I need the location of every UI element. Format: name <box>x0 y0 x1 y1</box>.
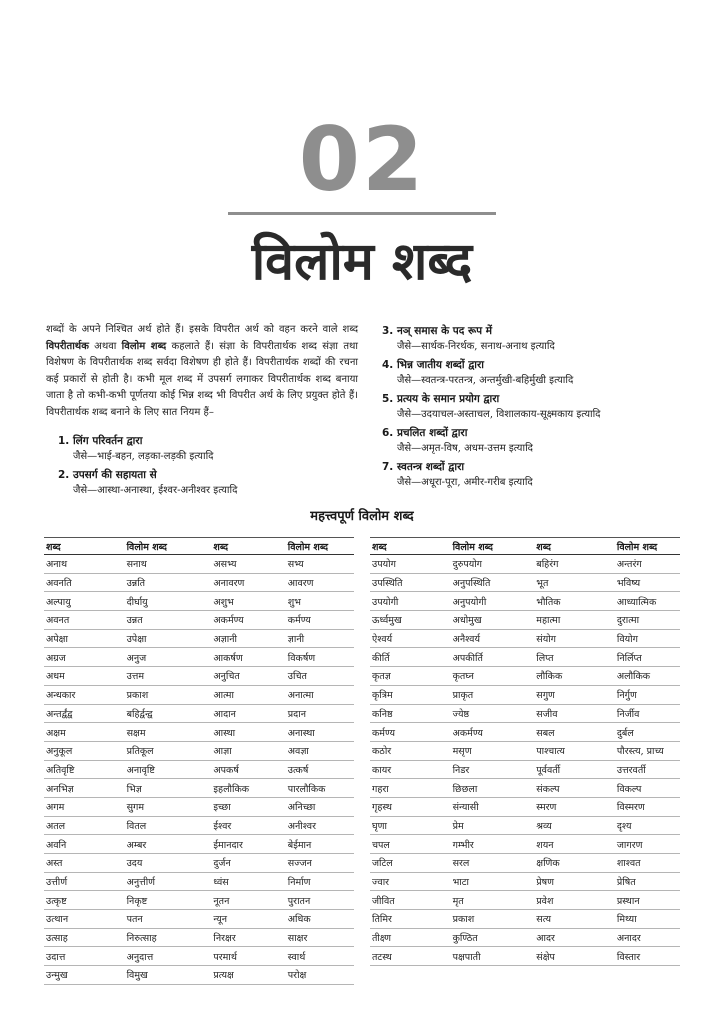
word-cell: इच्छा <box>211 797 285 816</box>
table-row <box>44 648 354 667</box>
antonym-cell: प्रस्थान <box>615 891 680 910</box>
antonym-cell: विस्मरण <box>615 797 680 816</box>
intro-bold-term-2: विलोम शब्द <box>121 340 167 352</box>
method-item <box>58 467 358 499</box>
antonym-cell: प्रकाश <box>125 685 212 704</box>
antonym-cell: अकर्मण्य <box>451 723 535 742</box>
word-cell: अपकर्ष <box>211 760 285 779</box>
header-antonym: विलोम शब्द <box>451 538 535 555</box>
antonym-cell: अनादर <box>615 928 680 947</box>
antonym-cell: कुण्ठित <box>451 928 535 947</box>
antonym-cell: निकृष्ट <box>125 891 212 910</box>
method-title: 4. भिन्न जातीय शब्दों द्वारा <box>382 359 485 371</box>
antonym-cell: सभ्य <box>286 555 354 574</box>
word-cell: अपेक्षा <box>44 629 125 648</box>
word-cell: कठोर <box>370 741 451 760</box>
header-antonym: विलोम शब्द <box>125 538 212 555</box>
table-row <box>44 947 354 966</box>
antonym-table-left <box>44 537 354 985</box>
antonym-cell: निरुत्साह <box>125 928 212 947</box>
word-cell: ध्वंस <box>211 872 285 891</box>
antonym-cell: साक्षर <box>286 928 354 947</box>
chapter-title: विलोम शब्द <box>251 232 473 292</box>
antonym-cell: वियोग <box>615 629 680 648</box>
table-row <box>370 741 680 760</box>
antonym-cell: प्रतिकूल <box>125 741 212 760</box>
word-cell: श्रव्य <box>534 816 615 835</box>
antonym-cell: अनैश्वर्य <box>451 629 535 648</box>
table-row <box>44 741 354 760</box>
methods-list-right <box>382 323 702 493</box>
antonym-cell: उचित <box>286 667 354 686</box>
intro-paragraph <box>46 322 358 422</box>
table-row <box>370 872 680 891</box>
word-cell: प्रत्यक्ष <box>211 966 285 985</box>
table-row <box>370 891 680 910</box>
antonym-cell: अनुपस्थिति <box>451 573 535 592</box>
word-cell: अतिवृष्टि <box>44 760 125 779</box>
word-cell: उत्साह <box>44 928 125 947</box>
word-cell: आस्था <box>211 723 285 742</box>
table-row <box>44 797 354 816</box>
word-cell: ऊर्ध्वमुख <box>370 611 451 630</box>
word-cell: महात्मा <box>534 611 615 630</box>
word-cell: उपयोग <box>370 555 451 574</box>
antonym-cell: जागरण <box>615 835 680 854</box>
antonym-cell: शाश्वत <box>615 854 680 873</box>
antonym-cell: मृत <box>451 891 535 910</box>
antonym-cell: सुगम <box>125 797 212 816</box>
table-row <box>44 966 354 985</box>
word-cell: क्षणिक <box>534 854 615 873</box>
word-cell: अल्पायु <box>44 592 125 611</box>
antonym-cell: उत्तरवर्ती <box>615 760 680 779</box>
word-cell: तीक्ष्ण <box>370 928 451 947</box>
antonym-cell: सज्जन <box>286 854 354 873</box>
header-word: शब्द <box>534 538 615 555</box>
antonym-cell: पतन <box>125 910 212 929</box>
word-cell: आदर <box>534 928 615 947</box>
table-row <box>370 835 680 854</box>
antonym-cell: भाटा <box>451 872 535 891</box>
antonym-cell: निर्जीव <box>615 704 680 723</box>
antonym-cell: मसृण <box>451 741 535 760</box>
method-title: 1. लिंग परिवर्तन द्वारा <box>58 435 143 447</box>
antonym-cell: बेईमान <box>286 835 354 854</box>
word-cell: अक्षम <box>44 723 125 742</box>
table-row <box>370 667 680 686</box>
table-row <box>370 816 680 835</box>
antonym-cell: कर्मण्य <box>286 611 354 630</box>
table-row <box>44 723 354 742</box>
antonym-cell: निर्माण <box>286 872 354 891</box>
antonym-cell: प्रेषित <box>615 872 680 891</box>
antonym-cell: अधोमुख <box>451 611 535 630</box>
table-row <box>370 947 680 966</box>
antonym-cell: ज्येष्ठ <box>451 704 535 723</box>
antonym-cell: अम्बर <box>125 835 212 854</box>
word-cell: आत्मा <box>211 685 285 704</box>
table-row <box>370 797 680 816</box>
word-cell: अनावरण <box>211 573 285 592</box>
antonym-cell: उत्तम <box>125 667 212 686</box>
antonym-cell: निडर <box>451 760 535 779</box>
word-cell: आकर्षण <box>211 648 285 667</box>
antonym-cell: भिज्ञ <box>125 779 212 798</box>
word-cell: गृहस्थ <box>370 797 451 816</box>
method-title: 7. स्वतन्त्र शब्दों द्वारा <box>382 461 465 473</box>
method-example: जैसे—आस्था-अनास्था, ईश्वर-अनीश्वर इत्यादि <box>73 485 238 496</box>
word-cell: अनुकूल <box>44 741 125 760</box>
word-cell: सजीव <box>534 704 615 723</box>
word-cell: अनभिज्ञ <box>44 779 125 798</box>
word-cell: कर्मण्य <box>370 723 451 742</box>
word-cell: शयन <box>534 835 615 854</box>
method-example: जैसे—अधूरा-पूरा, अमीर-गरीब इत्यादि <box>397 477 533 488</box>
word-cell: अशुभ <box>211 592 285 611</box>
antonym-cell: प्रकाश <box>451 910 535 929</box>
table-row <box>44 629 354 648</box>
word-cell: उदात्त <box>44 947 125 966</box>
antonym-cell: प्रेम <box>451 816 535 835</box>
word-cell: अवनत <box>44 611 125 630</box>
antonym-cell: अपकीर्ति <box>451 648 535 667</box>
table-row <box>44 760 354 779</box>
table-row <box>370 648 680 667</box>
antonym-cell: उन्नति <box>125 573 212 592</box>
table-row <box>370 928 680 947</box>
table-row <box>370 592 680 611</box>
antonym-cell: उपेक्षा <box>125 629 212 648</box>
antonym-cell: मिथ्या <box>615 910 680 929</box>
word-cell: चपल <box>370 835 451 854</box>
antonym-cell: अलौकिक <box>615 667 680 686</box>
header-word: शब्द <box>44 538 125 555</box>
word-cell: अग्रज <box>44 648 125 667</box>
antonym-cell: सनाथ <box>125 555 212 574</box>
word-cell: दुर्जन <box>211 854 285 873</box>
antonym-cell: गम्भीर <box>451 835 535 854</box>
antonym-cell: दृश्य <box>615 816 680 835</box>
antonym-cell: विस्तार <box>615 947 680 966</box>
antonym-cell: शुभ <box>286 592 354 611</box>
word-cell: गहरा <box>370 779 451 798</box>
word-cell: उत्कृष्ट <box>44 891 125 910</box>
word-cell: अवनति <box>44 573 125 592</box>
antonym-cell: अनास्था <box>286 723 354 742</box>
method-title: 6. प्रचलित शब्दों द्वारा <box>382 427 468 439</box>
antonym-cell: अनुत्तीर्ण <box>125 872 212 891</box>
method-item <box>382 425 702 457</box>
table-header-row <box>44 538 354 555</box>
table-row <box>44 910 354 929</box>
word-cell: स्मरण <box>534 797 615 816</box>
antonym-cell: ज्ञानी <box>286 629 354 648</box>
antonym-cell: पक्षपाती <box>451 947 535 966</box>
antonym-cell: अन्तरंग <box>615 555 680 574</box>
table-heading: महत्त्वपूर्ण विलोम शब्द <box>310 509 414 524</box>
antonym-cell: अनीश्वर <box>286 816 354 835</box>
intro-text-3: कहलाते हैं। संज्ञा के विपरीतार्थक शब्द संज्ञा तथा विशेषण के विपरीतार्थक शब्द सर्वदा विशेषण ही होते हैं। विपरीतार्थक शब्दों की रचना कई प्रकारों से होती है। कभी मूल शब्द में उपसर्ग लगाकर विपरीतार्थक शब्द बनाया जाता है तो कभी-कभी पूर्णतया कोई भिन्न शब्द भी विपरीत अर्थ के लिए प्रयुक्त होते हैं। विपरीतार्थक शब्द बनाने के लिए सात नियम हैं– <box>46 340 358 418</box>
table-row <box>44 872 354 891</box>
header-word: शब्द <box>370 538 451 555</box>
method-title: 5. प्रत्यय के समान प्रयोग द्वारा <box>382 393 500 405</box>
word-cell: बहिरंग <box>534 555 615 574</box>
table-row <box>44 685 354 704</box>
method-example: जैसे—स्वतन्त्र-परतन्त्र, अन्तर्मुखी-बहिर्मुखी इत्यादि <box>397 375 574 386</box>
antonym-cell: विकर्षण <box>286 648 354 667</box>
antonym-cell: उन्नत <box>125 611 212 630</box>
antonym-cell: छिछला <box>451 779 535 798</box>
word-cell: अन्धकार <box>44 685 125 704</box>
word-cell: संकल्प <box>534 779 615 798</box>
word-cell: उन्मुख <box>44 966 125 985</box>
word-cell: निरक्षर <box>211 928 285 947</box>
table-row <box>370 685 680 704</box>
intro-text-1: शब्दों के अपने निश्चित अर्थ होते हैं। इसके विपरीत अर्थ को वहन करने वाले शब्द <box>46 324 358 335</box>
table-row <box>370 779 680 798</box>
word-cell: ज्वार <box>370 872 451 891</box>
method-item <box>382 323 702 355</box>
word-cell: संक्षेप <box>534 947 615 966</box>
antonym-cell: निर्लिप्त <box>615 648 680 667</box>
table-body <box>370 555 680 966</box>
word-cell: ईश्वर <box>211 816 285 835</box>
antonym-cell: अनुदात्त <box>125 947 212 966</box>
antonym-cell: कृतघ्न <box>451 667 535 686</box>
antonym-cell: आवरण <box>286 573 354 592</box>
word-cell: उत्थान <box>44 910 125 929</box>
antonym-cell: उदय <box>125 854 212 873</box>
table-row <box>44 555 354 574</box>
method-item <box>382 357 702 389</box>
method-example: जैसे—अमृत-विष, अधम-उत्तम इत्यादि <box>397 443 533 454</box>
word-cell: पाश्चात्य <box>534 741 615 760</box>
table-row <box>44 611 354 630</box>
table-row <box>44 667 354 686</box>
table-row <box>44 592 354 611</box>
word-cell: तिमिर <box>370 910 451 929</box>
word-cell: अकर्मण्य <box>211 611 285 630</box>
word-cell: सबल <box>534 723 615 742</box>
intro-text-2: अथवा <box>88 340 122 352</box>
word-cell: सत्य <box>534 910 615 929</box>
antonym-cell: अनात्मा <box>286 685 354 704</box>
table-row <box>44 704 354 723</box>
word-cell: अनुचित <box>211 667 285 686</box>
antonym-cell: आध्यात्मिक <box>615 592 680 611</box>
intro-bold-term-1: विपरीतार्थक <box>46 340 89 352</box>
word-cell: सगुण <box>534 685 615 704</box>
word-cell: लिप्त <box>534 648 615 667</box>
word-cell: अतल <box>44 816 125 835</box>
table-row <box>44 816 354 835</box>
antonym-cell: दुर्बल <box>615 723 680 742</box>
antonym-cell: पौरस्त्य, प्राच्य <box>615 741 680 760</box>
method-example: जैसे—भाई-बहन, लड़का-लड़की इत्यादि <box>73 451 214 462</box>
antonym-cell: दुरात्मा <box>615 611 680 630</box>
antonym-cell: संन्यासी <box>451 797 535 816</box>
word-cell: आदान <box>211 704 285 723</box>
antonym-cell: पारलौकिक <box>286 779 354 798</box>
word-cell: असभ्य <box>211 555 285 574</box>
table-body <box>44 555 354 985</box>
word-cell: प्रेषण <box>534 872 615 891</box>
antonym-cell: अनुज <box>125 648 212 667</box>
antonym-cell: उत्कर्ष <box>286 760 354 779</box>
word-cell: अनाथ <box>44 555 125 574</box>
method-title: 3. नञ् समास के पद रूप में <box>382 325 493 337</box>
table-row <box>370 910 680 929</box>
antonym-cell: दीर्घायु <box>125 592 212 611</box>
word-cell: कृत्रिम <box>370 685 451 704</box>
antonym-table-right <box>370 537 680 966</box>
word-cell: अवनि <box>44 835 125 854</box>
method-example: जैसे—उदयाचल-अस्ताचल, विशालकाय-सूक्ष्मकाय इत्यादि <box>397 409 601 420</box>
table-header-row <box>370 538 680 555</box>
word-cell: उत्तीर्ण <box>44 872 125 891</box>
table-row <box>44 779 354 798</box>
word-cell: जीवित <box>370 891 451 910</box>
method-item <box>382 459 702 491</box>
method-item <box>382 391 702 423</box>
antonym-cell: स्वार्थ <box>286 947 354 966</box>
word-cell: अज्ञानी <box>211 629 285 648</box>
antonym-cell: दुरुपयोग <box>451 555 535 574</box>
table-row <box>370 704 680 723</box>
table-row <box>370 760 680 779</box>
methods-list-left <box>58 433 358 501</box>
antonym-cell: वितल <box>125 816 212 835</box>
header-antonym: विलोम शब्द <box>615 538 680 555</box>
table-row <box>370 611 680 630</box>
antonym-cell: सरल <box>451 854 535 873</box>
word-cell: न्यून <box>211 910 285 929</box>
table-row <box>44 928 354 947</box>
word-cell: भौतिक <box>534 592 615 611</box>
word-cell: उपस्थिति <box>370 573 451 592</box>
antonym-cell: विमुख <box>125 966 212 985</box>
antonym-cell: विकल्प <box>615 779 680 798</box>
chapter-divider <box>228 212 496 215</box>
table-row <box>44 573 354 592</box>
method-example: जैसे—सार्थक-निरर्थक, सनाथ-अनाथ इत्यादि <box>397 341 555 352</box>
word-cell: अगम <box>44 797 125 816</box>
antonym-cell: प्राकृत <box>451 685 535 704</box>
table-row <box>370 723 680 742</box>
table-row <box>370 555 680 574</box>
word-cell: भूत <box>534 573 615 592</box>
word-cell: संयोग <box>534 629 615 648</box>
antonym-cell: अनावृष्टि <box>125 760 212 779</box>
antonym-cell: पुरातन <box>286 891 354 910</box>
word-cell: अधम <box>44 667 125 686</box>
word-cell: जटिल <box>370 854 451 873</box>
word-cell: घृणा <box>370 816 451 835</box>
antonym-cell: अनिच्छा <box>286 797 354 816</box>
antonym-cell: बहिर्द्वन्द्व <box>125 704 212 723</box>
word-cell: आज्ञा <box>211 741 285 760</box>
table-row <box>370 629 680 648</box>
antonym-cell: प्रदान <box>286 704 354 723</box>
word-cell: इहलौकिक <box>211 779 285 798</box>
word-cell: ईमानदार <box>211 835 285 854</box>
antonym-cell: परोक्ष <box>286 966 354 985</box>
table-row <box>44 854 354 873</box>
word-cell: कनिष्ठ <box>370 704 451 723</box>
word-cell: अन्तर्द्वंद्व <box>44 704 125 723</box>
word-cell: ऐश्वर्य <box>370 629 451 648</box>
method-title: 2. उपसर्ग की सहायता से <box>58 469 157 481</box>
word-cell: तटस्थ <box>370 947 451 966</box>
word-cell: उपयोगी <box>370 592 451 611</box>
word-cell: परमार्थ <box>211 947 285 966</box>
word-cell: अस्त <box>44 854 125 873</box>
antonym-cell: निर्गुण <box>615 685 680 704</box>
antonym-cell: अनुपयोगी <box>451 592 535 611</box>
table-row <box>370 854 680 873</box>
word-cell: प्रवेश <box>534 891 615 910</box>
header-word: शब्द <box>211 538 285 555</box>
table-row <box>44 891 354 910</box>
word-cell: नूतन <box>211 891 285 910</box>
antonym-cell: अधिक <box>286 910 354 929</box>
header-antonym: विलोम शब्द <box>286 538 354 555</box>
chapter-number: 02 <box>298 108 426 211</box>
word-cell: पूर्ववर्ती <box>534 760 615 779</box>
antonym-cell: सक्षम <box>125 723 212 742</box>
method-item <box>58 433 358 465</box>
table-row <box>370 573 680 592</box>
word-cell: कृतज्ञ <box>370 667 451 686</box>
antonym-cell: भविष्य <box>615 573 680 592</box>
table-row <box>44 835 354 854</box>
word-cell: लौकिक <box>534 667 615 686</box>
word-cell: कायर <box>370 760 451 779</box>
antonym-cell: अवज्ञा <box>286 741 354 760</box>
word-cell: कीर्ति <box>370 648 451 667</box>
